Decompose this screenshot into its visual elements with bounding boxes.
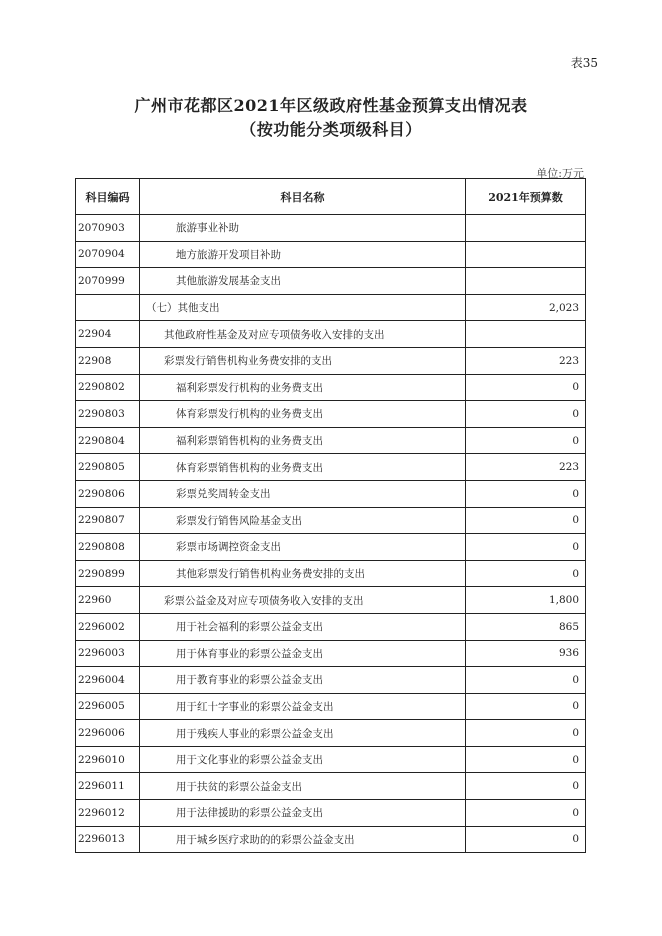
table-row: [76, 321, 586, 348]
row-amount: 0: [466, 773, 586, 800]
row-amount: 223: [466, 347, 586, 374]
row-amount: [466, 241, 586, 268]
row-amount: 865: [466, 613, 586, 640]
row-amount: 2,023: [466, 294, 586, 321]
row-code: 2296013: [76, 826, 140, 853]
table-row: [76, 773, 586, 800]
row-name: 用于扶贫的彩票公益金支出: [140, 773, 466, 800]
row-code: 2290899: [76, 560, 140, 587]
row-code: 2296003: [76, 640, 140, 667]
row-name: 旅游事业补助: [140, 215, 466, 242]
row-name: （七）其他支出: [140, 294, 466, 321]
row-code: 2296012: [76, 800, 140, 827]
header-amount: 2021年预算数: [466, 179, 586, 215]
row-amount: 0: [466, 693, 586, 720]
budget-table: [75, 178, 586, 853]
row-amount: 223: [466, 454, 586, 481]
row-name: 用于教育事业的彩票公益金支出: [140, 667, 466, 694]
table-row: [76, 587, 586, 614]
row-code: 2070999: [76, 268, 140, 295]
table-header-row: [76, 179, 586, 215]
row-name: 地方旅游开发项目补助: [140, 241, 466, 268]
row-code: 2290805: [76, 454, 140, 481]
row-amount: 0: [466, 826, 586, 853]
row-name: 彩票兑奖周转金支出: [140, 480, 466, 507]
row-code: 2290803: [76, 401, 140, 428]
table-row: [76, 613, 586, 640]
row-amount: 0: [466, 667, 586, 694]
table-row: [76, 347, 586, 374]
row-code: 22904: [76, 321, 140, 348]
row-amount: [466, 215, 586, 242]
row-name: 用于城乡医疗求助的的彩票公益金支出: [140, 826, 466, 853]
row-code: 2070903: [76, 215, 140, 242]
row-code: 2296002: [76, 613, 140, 640]
page-title: 广州市花都区2021年区级政府性基金预算支出情况表: [134, 96, 528, 115]
row-code: 22908: [76, 347, 140, 374]
table-row: [76, 693, 586, 720]
row-amount: [466, 321, 586, 348]
table-row: [76, 241, 586, 268]
table-row: [76, 800, 586, 827]
row-code: 2296004: [76, 667, 140, 694]
row-amount: 936: [466, 640, 586, 667]
row-code: 2290808: [76, 534, 140, 561]
row-name: 其他政府性基金及对应专项债务收入安排的支出: [140, 321, 466, 348]
row-name: 福利彩票发行机构的业务费支出: [140, 374, 466, 401]
row-amount: 0: [466, 401, 586, 428]
row-amount: 0: [466, 746, 586, 773]
row-name: 彩票公益金及对应专项债务收入安排的支出: [140, 587, 466, 614]
row-code: 2070904: [76, 241, 140, 268]
table-row: [76, 268, 586, 295]
table-number: 表35: [570, 56, 598, 70]
header-name: 科目名称: [140, 179, 466, 215]
row-amount: [466, 268, 586, 295]
row-amount: 0: [466, 480, 586, 507]
row-amount: 0: [466, 374, 586, 401]
row-name: 用于法律援助的彩票公益金支出: [140, 800, 466, 827]
table-row: [76, 454, 586, 481]
row-amount: 1,800: [466, 587, 586, 614]
table-row: [76, 534, 586, 561]
row-code: 22960: [76, 587, 140, 614]
row-name: 其他彩票发行销售机构业务费安排的支出: [140, 560, 466, 587]
unit-label: 单位:万元: [536, 167, 584, 180]
row-name: 体育彩票发行机构的业务费支出: [140, 401, 466, 428]
row-code: 2296010: [76, 746, 140, 773]
header-code: 科目编码: [76, 179, 140, 215]
row-code: 2290804: [76, 427, 140, 454]
row-code: 2296006: [76, 720, 140, 747]
row-name: 彩票发行销售风险基金支出: [140, 507, 466, 534]
row-name: 用于残疾人事业的彩票公益金支出: [140, 720, 466, 747]
table-row: [76, 746, 586, 773]
row-code: 2290802: [76, 374, 140, 401]
row-amount: 0: [466, 534, 586, 561]
row-name: 体育彩票销售机构的业务费支出: [140, 454, 466, 481]
table-row: [76, 427, 586, 454]
row-code: [76, 294, 140, 321]
row-amount: 0: [466, 800, 586, 827]
table-row: [76, 374, 586, 401]
row-name: 用于文化事业的彩票公益金支出: [140, 746, 466, 773]
row-name: 彩票市场调控资金支出: [140, 534, 466, 561]
table-row: [76, 640, 586, 667]
row-name: 用于红十字事业的彩票公益金支出: [140, 693, 466, 720]
table-row: [76, 507, 586, 534]
row-amount: 0: [466, 560, 586, 587]
table-row: [76, 480, 586, 507]
table-row: [76, 294, 586, 321]
table-row: [76, 401, 586, 428]
row-code: 2290806: [76, 480, 140, 507]
table-row: [76, 560, 586, 587]
row-amount: 0: [466, 720, 586, 747]
table-row: [76, 826, 586, 853]
row-code: 2296011: [76, 773, 140, 800]
table-row: [76, 215, 586, 242]
row-code: 2290807: [76, 507, 140, 534]
table-row: [76, 667, 586, 694]
row-amount: 0: [466, 427, 586, 454]
row-name: 其他旅游发展基金支出: [140, 268, 466, 295]
row-amount: 0: [466, 507, 586, 534]
page-subtitle: （按功能分类项级科目）: [240, 120, 422, 139]
row-name: 用于社会福利的彩票公益金支出: [140, 613, 466, 640]
table-row: [76, 720, 586, 747]
row-name: 彩票发行销售机构业务费安排的支出: [140, 347, 466, 374]
row-name: 用于体育事业的彩票公益金支出: [140, 640, 466, 667]
row-code: 2296005: [76, 693, 140, 720]
row-name: 福利彩票销售机构的业务费支出: [140, 427, 466, 454]
